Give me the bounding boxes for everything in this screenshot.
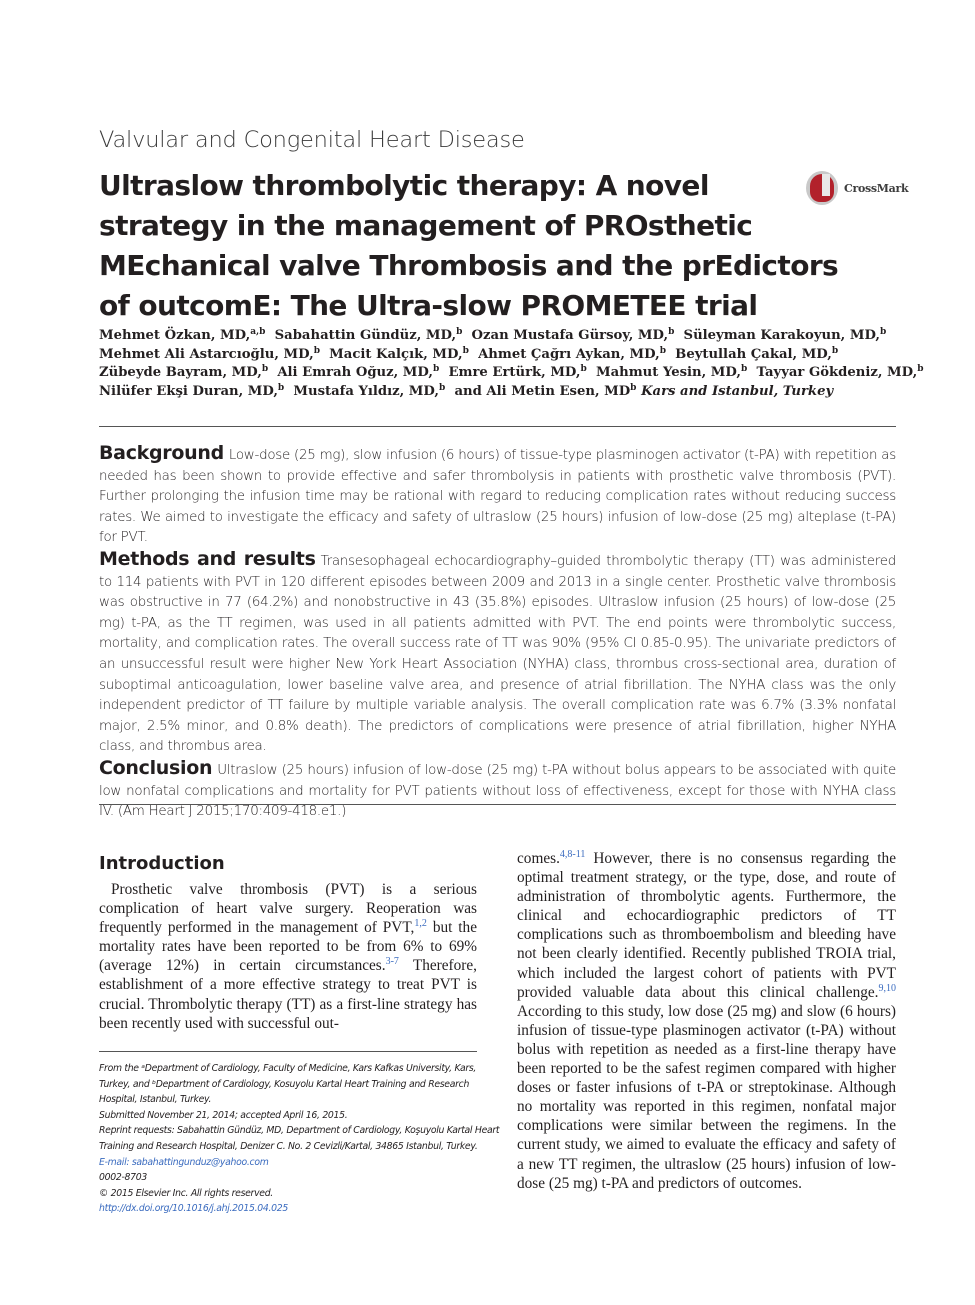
affiliation-marker: b (277, 383, 285, 394)
author-line (99, 327, 899, 346)
crossmark-button[interactable] (806, 171, 911, 209)
footnote-line: Turkey, and ᵇDepartment of Cardiology, Kosuyolu Kartal Heart Training and Research (99, 1078, 470, 1090)
footnote-rule (99, 1051, 477, 1052)
author-name: Mustafa Yıldız, MD, (293, 384, 439, 400)
author-name: Sabahattin Gündüz, MD, (274, 328, 457, 343)
author-list (99, 327, 924, 402)
footnote-line: Reprint requests: Sabahattin Gündüz, MD, Department of Cardiology, Koşuyolu Kartal Heart (99, 1125, 500, 1137)
affiliation-marker: b (917, 364, 924, 375)
affiliation-marker: b (456, 327, 463, 337)
author-name: Ali Emrah Oğuz, MD, (277, 365, 433, 381)
abstract-methods (99, 549, 896, 758)
author-name: Ahmet Çağrı Aykan, MD, (478, 346, 660, 362)
title-line: Ultraslow thrombolytic therapy: A novel (99, 169, 709, 202)
affiliation-marker: b (462, 345, 469, 356)
author-name: Zübeyde Bayram, MD, (99, 365, 262, 381)
affiliation-marker: b (740, 364, 748, 375)
abstract-heading: Conclusion (99, 756, 213, 779)
affiliation-marker: a,b (250, 327, 266, 337)
reference-link[interactable]: 1,2 (414, 918, 427, 930)
reference-link[interactable]: 9,10 (878, 982, 896, 994)
affiliation-marker: b (659, 345, 666, 356)
body-paragraph: Prosthetic valve thrombosis (PVT) is a serious complication of heart valve surgery. Reoperation was frequently performed in the management of PVT,$^{1,2}$ but the mortality rates have been reported to be from 6% to 69% (average 12%) in certain circumstances.$^{3-7}$ Therefore, establishment of a more effective strategy to treat PVT is crucial. Thrombolytic therapy (TT) as a first-line strategy has been recently used with successful out- (99, 881, 478, 1032)
author-name: Macit Kalçık, MD, (329, 346, 463, 362)
footnote-line: Submitted November 21, 2014; accepted April 16, 2015. (99, 1109, 348, 1121)
author-line (99, 364, 924, 383)
affiliation-marker: b (630, 383, 637, 394)
section-label: Valvular and Congenital Heart Disease (99, 127, 525, 153)
affiliation-marker: b (831, 345, 839, 356)
author-name: Nilüfer Ekşi Duran, MD, (99, 384, 278, 400)
body-column-left (99, 852, 477, 1033)
body-paragraph: comes.$^{4,8-11}$ However, there is no consensus regarding the optimal treatment strategy, or the type, dose, and route of administration of thrombolytic agents. Furthermore, the clinical and echocardiographic predictors of TT complications such as thromboembolism and bleeding have not been clearly identified. Recently published TROIA trial, which included the largest cohort of patients with PVT provided valuable data about this clinical challenge.$^{9,10}$ According to this study, low dose (25 mg) and slow (6 hours) infusion of tissue-type plasminogen activator (t-PA) without bolus with repetition as needed as a first-line therapy have been reported to be the safest regimen compared with higher doses or faster infusions of t-PA or streptokinase. Although no mortality was reported in this regimen, nonfatal major complications were similar between the regimens. In the current study, we aimed to evaluate the efficacy and safety of a new TT regimen, the ultraslow (25 hours) infusion of low-dose (25 mg) t-PA and predictors of outcomes. (517, 849, 896, 1192)
doi-link[interactable]: http://dx.doi.org/10.1016/j.ahj.2015.04.025 (99, 1203, 288, 1215)
crossmark-label: CrossMark (844, 182, 909, 195)
footnotes (99, 1061, 500, 1217)
body-column-right (517, 849, 896, 1193)
title-line: MEchanical valve Thrombosis and the prEdictors (99, 249, 839, 282)
abstract-heading: Methods and results (99, 547, 316, 570)
author-name: Mehmet Özkan, MD, (99, 328, 251, 343)
author-name: and Ali Metin Esen, MD (454, 384, 631, 400)
email-link[interactable]: E-mail: sabahattingunduz@yahoo.com (99, 1156, 269, 1168)
author-line (99, 383, 899, 402)
abstract-bottom-rule (99, 804, 896, 805)
reference-link[interactable]: 3-7 (385, 956, 399, 968)
abstract-text: Transesophageal echocardiography–guided thrombolytic therapy (TT) was administered to 114 patients with PVT in 120 different episodes between 2009 and 2013 in a single center. Prosthetic valve thrombosis was obstructive in 77 (64.2%) and nonobstructive in 43 (35.8%) episodes. Ultraslow infusion (25 hours) of low-dose (25 mg) t-PA, as the TT regimen, was used in all patients admitted with PVT. The end points were thrombolytic success, mortality, and complication rates. The overall success rate of TT was 90% (95% CI 0.85-0.95). The univariate predictors of an unsuccessful result were higher New York Heart Association (NYHA) class, thrombus cross-sectional area, duration of suboptimal anticoagulation, lower baseline valve area, and presence of atrial fibrillation. The NYHA class was the only independent predictor of TT failure by multiple variable analysis. The overall complication rate was 6.7% (3.3% nonfatal major, 2.5% minor, and 0.8% death). The predictors of complications were presence of atrial fibrillation, higher NYHA class, and thrombus area. (99, 553, 896, 755)
author-name: Mahmut Yesin, MD, (595, 365, 741, 381)
author-name: Emre Ertürk, MD, (448, 365, 581, 381)
author-location: Kars and Istanbul, Turkey (641, 384, 834, 400)
abstract-top-rule (99, 426, 896, 427)
copyright: © 2015 Elsevier Inc. All rights reserved. (99, 1187, 273, 1199)
affiliation-marker: b (880, 327, 887, 337)
affiliation-marker: b (580, 364, 587, 375)
title-line: of outcomE: The Ultra-slow PROMETEE trial (99, 289, 758, 322)
article-title (99, 166, 839, 326)
affiliation-marker: b (313, 345, 320, 356)
footnote-line: Hospital, Istanbul, Turkey. (99, 1094, 212, 1106)
affiliation-marker: b (261, 364, 269, 375)
author-name: Beytullah Çakal, MD, (675, 346, 832, 362)
author-name: Mehmet Ali Astarcıoğlu, MD, (99, 346, 314, 362)
abstract-text: Low-dose (25 mg), slow infusion (6 hours) of tissue-type plasminogen activator (t-PA) with repetition as needed has been shown to provide effective and safer thrombolysis in patients with prosthetic valve thrombosis (PVT). Further prolonging the infusion time may be rational with regard to reducing complication rates without reducing success rates. We aimed to investigate the efficacy and safety of ultraslow (25 hours) infusion of low-dose (25 mg) alteplase (t-PA) for PVT. (99, 448, 896, 546)
footnote-line: Training and Research Hospital, Denizer C. No. 2 Cevizli/Kartal, 34865 Istanbul, Turkey. (99, 1140, 478, 1152)
abstract (99, 443, 896, 823)
issn: 0002-8703 (99, 1172, 147, 1184)
title-line: strategy in the management of PROsthetic (99, 209, 753, 242)
introduction-heading: Introduction (99, 853, 225, 874)
abstract-heading: Background (99, 442, 224, 464)
author-name: Ozan Mustafa Gürsoy, MD, (471, 328, 669, 343)
abstract-conclusion (99, 758, 896, 823)
affiliation-marker: b (668, 327, 675, 337)
affiliation-marker: b (438, 383, 446, 394)
affiliation-marker: b (432, 364, 440, 375)
author-name: Tayyar Gökdeniz, MD, (756, 365, 918, 381)
abstract-background (99, 443, 896, 549)
abstract-text: Ultraslow (25 hours) infusion of low-dose (25 mg) t-PA without bolus appears to be associated with quite low nonfatal complications and mortality for PVT patients without loss of effectiveness, except for those with NYHA class IV. (Am Heart J 2015;170:409-418.e1.) (99, 762, 896, 820)
reference-link[interactable]: 4,8-11 (559, 849, 586, 860)
crossmark-icon (806, 171, 838, 205)
author-name: Süleyman Karakoyun, MD, (683, 328, 881, 343)
author-line (99, 346, 899, 365)
footnote-line: From the ᵃDepartment of Cardiology, Faculty of Medicine, Kars Kafkas University, Kars, (99, 1063, 477, 1074)
